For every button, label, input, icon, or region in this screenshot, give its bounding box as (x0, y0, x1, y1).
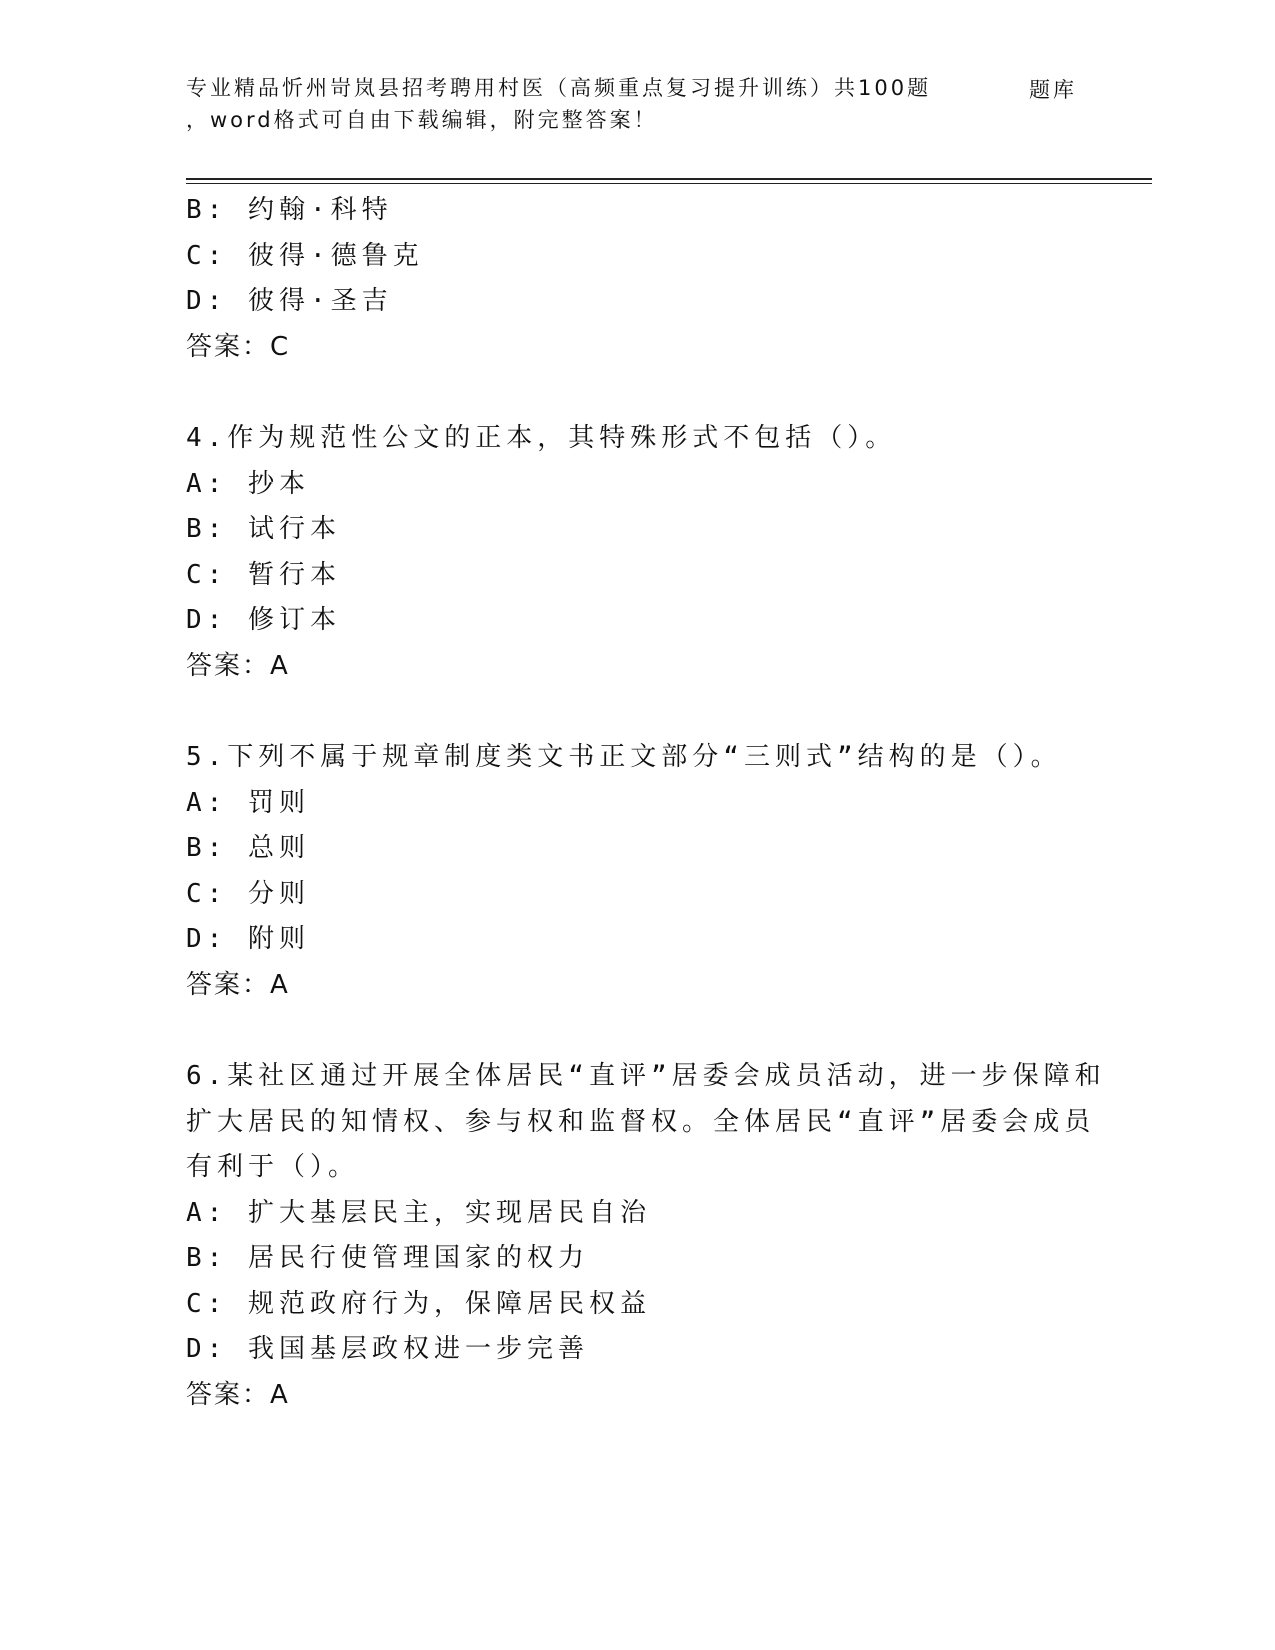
question-4 (186, 416, 1086, 689)
option-a: A: 罚则 (186, 787, 310, 818)
option-c: C: 暂行本 (186, 559, 341, 590)
option-d: D: 修订本 (186, 605, 341, 635)
option-b: B: 居民行使管理国家的权力 (186, 1243, 589, 1273)
header-divider-thin (186, 183, 1152, 184)
option-b: B: 总则 (186, 833, 310, 863)
option-d: D: 彼得·圣吉 (186, 286, 393, 316)
header-title-line1: 专业精品忻州岢岚县招考聘用村医（高频重点复习提升训练）共100题 (186, 76, 932, 100)
question-stem: 5.下列不属于规章制度类文书正文部分“三则式”结构的是（）。 (186, 742, 1062, 772)
header-tag: 题库 (1029, 78, 1077, 102)
answer: 答案：C (186, 331, 291, 362)
answer: 答案：A (186, 1379, 290, 1410)
option-c: C: 分则 (186, 878, 310, 909)
question-stem: 4.作为规范性公文的正本，其特殊形式不包括（）。 (186, 423, 897, 453)
question-3 (186, 188, 1086, 370)
option-c: C: 规范政府行为，保障居民权益 (186, 1288, 651, 1319)
option-d: D: 我国基层政权进一步完善 (186, 1334, 589, 1364)
option-b: B: 约翰·科特 (186, 195, 393, 225)
question-list (186, 188, 1106, 1418)
question-stem-line3: 有利于（）。 (186, 1152, 360, 1182)
answer: 答案：A (186, 650, 290, 681)
question-stem-line2: 扩大居民的知情权、参与权和监督权。全体居民“直评”居委会成员 (186, 1106, 1096, 1137)
page-header (186, 72, 1086, 136)
header-title-line2: ，word格式可自由下载编辑，附完整答案！ (186, 108, 658, 132)
question-5 (186, 735, 1086, 1008)
answer: 答案：A (186, 969, 290, 1000)
option-b: B: 试行本 (186, 514, 341, 544)
option-d: D: 附则 (186, 924, 310, 954)
question-stem-line1: 6.某社区通过开展全体居民“直评”居委会成员活动，进一步保障和 (186, 1061, 1106, 1091)
option-a: A: 扩大基层民主，实现居民自治 (186, 1197, 651, 1228)
option-c: C: 彼得·德鲁克 (186, 240, 424, 271)
option-a: A: 抄本 (186, 468, 310, 499)
question-6 (186, 1054, 1106, 1418)
header-divider (186, 178, 1152, 180)
